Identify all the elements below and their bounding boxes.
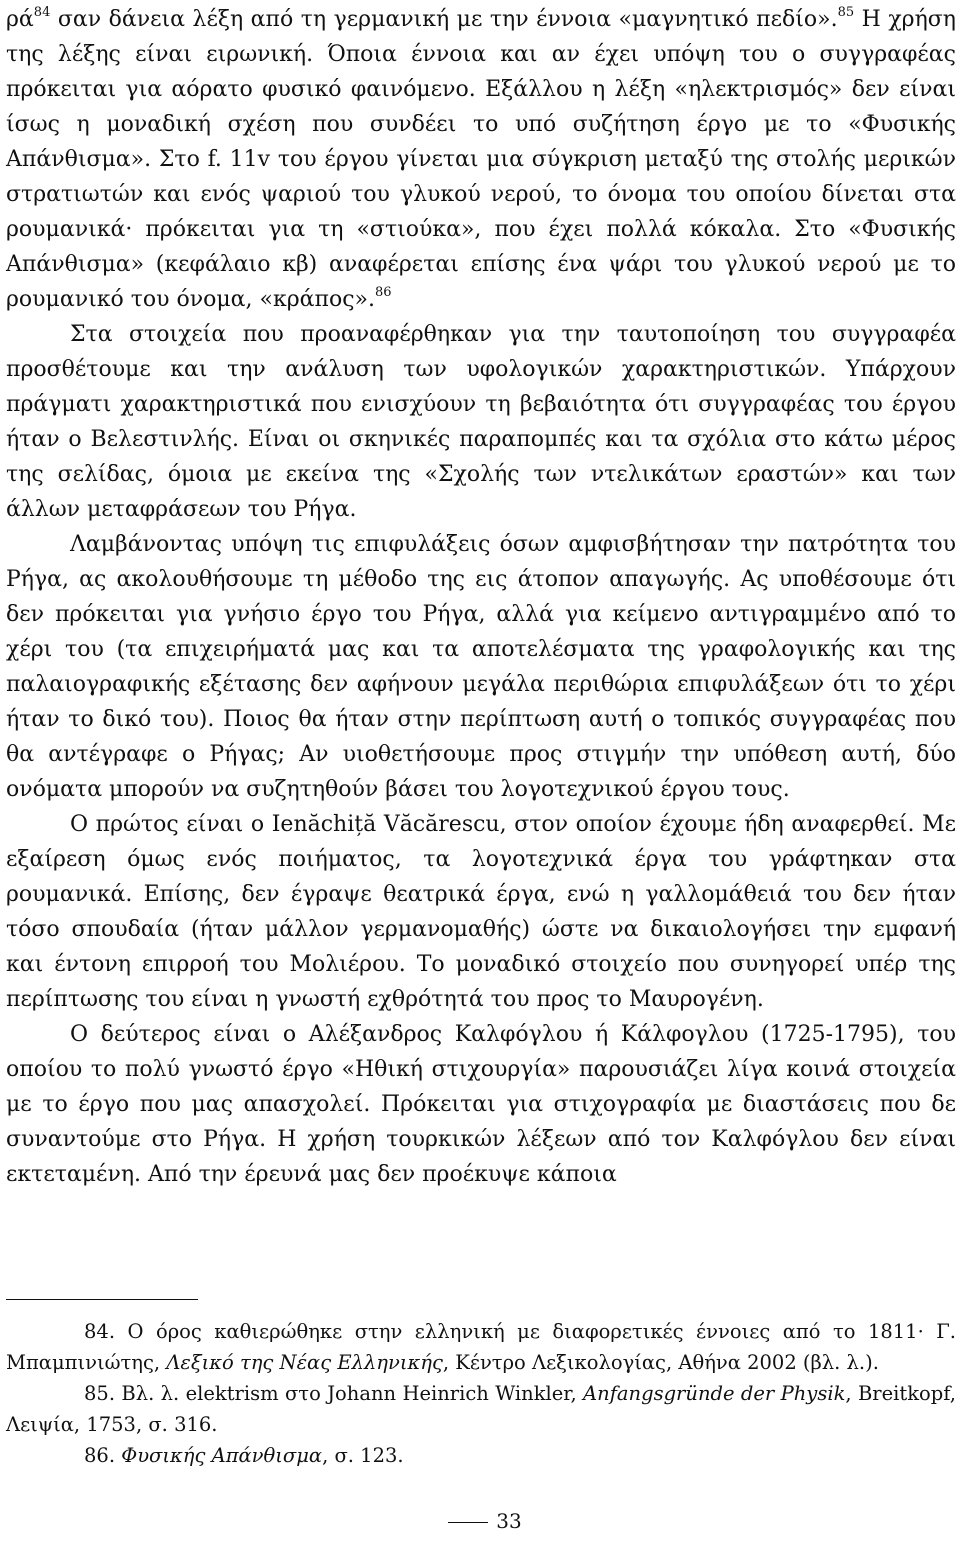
text-run: Λαμβάνοντας υπόψη τις επιφυλάξεις όσων αμφισβήτησαν την πατρότητα του Ρήγα, ας ακολουθήσουμε τη μέθοδο της εις άτοπον απαγωγής. Ας υποθέσουμε ότι δεν πρόκειται για γνήσιο έργο του Ρήγα, αλλά για κείμενο αντιγραμμένο από το χέρι του (τα επιχειρήματά μας και τα αποτελέσματα της γραφολογικής και της παλαιογραφικής εξέτασης δεν αφήνουν μεγάλα περιθώρια επιφυλάξεων ότι το χέρι ήταν το δικό του). Ποιος θα ήταν στην περίπτωση αυτή ο τοπικός συγγραφέας που θα αντέγραφε ο Ρήγας; Αν υιοθετήσουμε προς στιγμήν την υπόθεση αυτή, δύο ονόματα μπορούν να συζητηθούν βάσει του λογοτεχνικού έργου τους. xyxy=(6,532,956,802)
italic-title: Anfangsgründe der Physik xyxy=(583,1382,846,1405)
footnote xyxy=(6,1316,956,1378)
text-run: Στα στοιχεία που προαναφέρθηκαν για την ταυτοποίηση του συγγραφέα προσθέτουμε και την ανάλυση των υφολογικών χαρακτηριστικών. Υπάρχουν πράγματι χαρακτηριστικά που ενισχύουν τη βεβαιότητα ότι συγγραφέας του έργου ήταν ο Βελεστινλής. Είναι οι σκηνικές παραπομπές και τα σχόλια στο κάτω μέρος της σελίδας, όμοια με εκείνα της «Σχολής των ντελικάτων εραστών» και των άλλων μεταφράσεων του Ρήγα. xyxy=(6,322,956,522)
footnote xyxy=(6,1378,956,1440)
text-run: Ο δεύτερος είναι ο Αλέξανδρος Καλφόγλου ή Κάλφογλου (1725-1795), του οποίου το πολύ γνωστό έργο «Ηθική στιχουργία» παρουσιάζει λίγα κοινά στοιχεία με το έργο που μας απασχολεί. Πρόκειται για στιχογραφία με διαστάσεις που δε συναντούμε στο Ρήγα. Η χρήση τουρκικών λέξεων από τον Καλφόγλου δεν είναι εκτεταμένη. Από την έρευνά μας δεν προέκυψε κάποια xyxy=(6,1022,956,1187)
text-run: , Κέντρο Λεξικολογίας, Αθήνα 2002 (βλ. λ.). xyxy=(442,1351,879,1374)
page-number-dash-left xyxy=(448,1522,488,1523)
book-page xyxy=(6,0,956,1533)
paragraph xyxy=(6,317,956,527)
paragraph xyxy=(6,0,956,317)
text-run: , σ. 123. xyxy=(322,1444,404,1467)
footnote xyxy=(6,1440,956,1471)
page-number xyxy=(6,1506,956,1536)
footnote-ref: 86 xyxy=(374,284,392,300)
text-run: 84. Ο όρος καθιερώθηκε στην ελληνική με διαφορετικές έννοιες από το 1811· Γ. Μπαμπινιώτης, xyxy=(6,1320,956,1374)
page-number-value: 33 xyxy=(496,1509,522,1533)
text-run: 86. xyxy=(84,1444,122,1467)
footnote-ref: 84 xyxy=(33,4,51,20)
text-run: Ο πρώτος είναι ο Ienăchiță Văcărescu, στον οποίον έχουμε ήδη αναφερθεί. Με εξαίρεση όμως ενός ποιήματος, τα λογοτεχνικά έργα του γράφτηκαν στα ρουμανικά. Επίσης, δεν έγραψε θεατρικά έργα, ενώ η γαλλομάθειά του δεν ήταν τόσο σπουδαία (ήταν μάλλον γερμανομαθής) ώστε να δικαιολογήσει την εμφανή και έντονη επιρροή του Μολιέρου. Το μοναδικό στοιχείο που συνηγορεί υπέρ της περίπτωσης του είναι η γνωστή εχθρότητά του προς το Μαυρογένη. xyxy=(6,812,956,1012)
paragraph xyxy=(6,1017,956,1192)
text-run: Η χρήση της λέξης είναι ειρωνική. Όποια έννοια και αν έχει υπόψη του ο συγγραφέας πρόκειται για αόρατο φυσικό φαινόμενο. Εξάλλου η λέξη «ηλεκτρισμός» δεν είναι ίσως η μοναδική σχέση που συνδέει το υπό συζήτηση έργο με το «Φυσικής Απάνθισμα». Στο f. 11v του έργου γίνεται μια σύγκριση μεταξύ της στολής μερικών στρατιωτών και ενός ψαριού του γλυκού νερού, το όνομα του οποίου δίνεται στα ρουμανικά· πρόκειται για τη «στιούκα», που έχει πολλά κόκαλα. Στο «Φυσικής Απάνθισμα» (κεφάλαιο κβ) αναφέρεται επίσης ένα ψάρι του γλυκού νερού με το ρουμανικό του όνομα, «κράπος». xyxy=(6,7,956,312)
text-run: 85. Βλ. λ. elektrism στο Johann Heinrich Winkler, xyxy=(84,1382,584,1405)
footnote-ref: 85 xyxy=(837,4,855,20)
text-run: , Breitkopf, Λειψία, 1753, σ. 316. xyxy=(6,1382,956,1436)
footnote-separator xyxy=(6,1299,198,1300)
footnotes xyxy=(6,1316,956,1471)
body-text xyxy=(6,0,956,1192)
text-run: ρά xyxy=(6,7,34,32)
italic-title: Λεξικό της Νέας Ελληνικής xyxy=(166,1351,443,1374)
paragraph xyxy=(6,527,956,807)
text-run: σαν δάνεια λέξη από τη γερμανική με την έννοια «μαγνητικό πεδίο». xyxy=(50,7,838,32)
italic-title: Φυσικής Απάνθισμα xyxy=(121,1444,323,1467)
paragraph xyxy=(6,807,956,1017)
